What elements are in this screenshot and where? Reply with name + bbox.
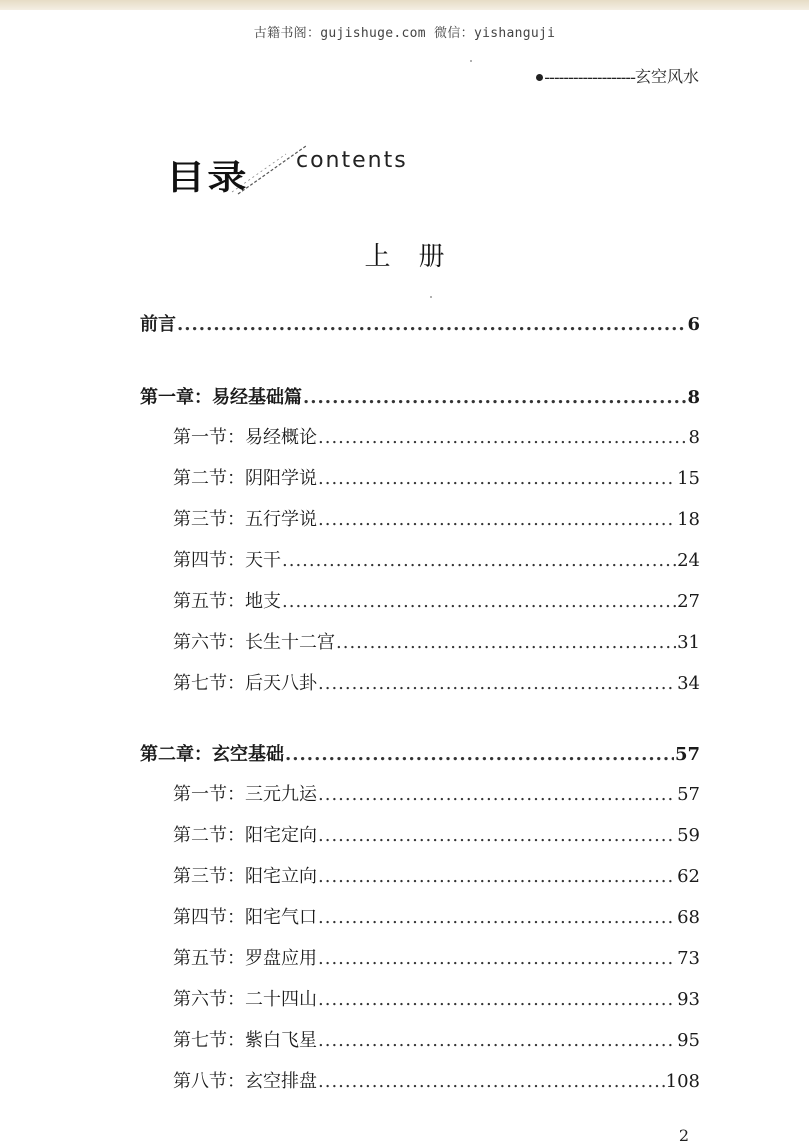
toc-entry-section[interactable] — [140, 944, 700, 985]
toc-entry-chapter[interactable] — [140, 740, 700, 780]
dot-leader — [318, 784, 676, 805]
spacer — [140, 350, 700, 383]
toc-entry-title: 第一节：易经概论 — [173, 427, 317, 448]
toc-logo — [166, 142, 446, 202]
toc-entry-section[interactable] — [140, 546, 700, 587]
toc-entry-title: 第二章：玄空基础 — [140, 744, 284, 765]
toc-entry-section[interactable] — [140, 821, 700, 862]
running-header-dashes: ------------------- — [544, 68, 635, 87]
dot-leader — [318, 673, 676, 694]
toc-logo-mulu: 目录 — [166, 158, 249, 198]
toc-entry-section[interactable] — [140, 862, 700, 903]
dot-leader — [318, 866, 676, 887]
volume-title: 上册 — [364, 242, 473, 272]
toc-entry-section[interactable] — [140, 423, 700, 464]
scan-speck — [470, 60, 472, 62]
toc-entry-page: 57 — [677, 784, 700, 805]
dot-leader — [318, 825, 676, 846]
toc-entry-title: 第八节：玄空排盘 — [173, 1071, 317, 1092]
toc-entry-section[interactable] — [140, 1067, 700, 1108]
toc-entry-section[interactable] — [140, 1026, 700, 1067]
toc-entry-page: 68 — [677, 907, 700, 928]
toc-entry-page: 95 — [677, 1030, 700, 1051]
bullet-dot-icon — [536, 74, 543, 81]
toc-entry-page: 24 — [677, 550, 700, 571]
running-header — [536, 64, 699, 87]
toc-entry-section[interactable] — [140, 669, 700, 710]
dot-leader — [336, 632, 676, 653]
toc-entry-title: 第四节：阳宅气口 — [173, 907, 317, 928]
toc-entry-title: 第七节：紫白飞星 — [173, 1030, 317, 1051]
toc-entry-title: 第七节：后天八卦 — [173, 673, 317, 694]
toc-entry-section[interactable] — [140, 985, 700, 1026]
toc-entry-page: 73 — [677, 948, 700, 969]
toc-entry-title: 第二节：阳宅定向 — [173, 825, 317, 846]
toc-entry-title: 第一章：易经基础篇 — [140, 387, 302, 408]
toc-entry-title: 第三节：五行学说 — [173, 509, 317, 530]
toc-entry-section[interactable] — [140, 505, 700, 546]
toc-entry-section[interactable] — [140, 464, 700, 505]
toc-entry-page: 27 — [677, 591, 700, 612]
dot-leader — [318, 989, 676, 1010]
toc-entry-page: 59 — [677, 825, 700, 846]
toc-entry-title: 第二节：阴阳学说 — [173, 468, 317, 489]
toc-entry-section[interactable] — [140, 628, 700, 669]
toc-entry-title: 第六节：长生十二宫 — [173, 632, 335, 653]
dot-leader — [282, 550, 676, 571]
toc-entry-section[interactable] — [140, 780, 700, 821]
dot-leader — [318, 509, 676, 530]
toc-entry-page: 31 — [677, 632, 700, 653]
toc-entry-title: 第四节：天干 — [173, 550, 281, 571]
toc-entry-page: 93 — [677, 989, 700, 1010]
toc-entry-title: 前言 — [140, 314, 176, 335]
toc-entry-page: 18 — [677, 509, 700, 530]
toc-entry-title: 第三节：阳宅立向 — [173, 866, 317, 887]
top-border-band — [0, 0, 809, 10]
dot-leader — [177, 314, 686, 335]
toc-entry-chapter[interactable] — [140, 383, 700, 423]
running-header-title: 玄空风水 — [634, 67, 699, 86]
toc-entry-title: 第一节：三元九运 — [173, 784, 317, 805]
toc-entry-page: 34 — [677, 673, 700, 694]
page-number: 2 — [678, 1126, 689, 1145]
dot-leader — [318, 427, 688, 448]
toc-entry-preface[interactable] — [140, 310, 700, 350]
toc-entry-page: 15 — [677, 468, 700, 489]
dot-leader — [318, 1071, 665, 1092]
toc-logo-contents: contents — [296, 148, 408, 173]
toc-entry-page: 108 — [665, 1071, 700, 1092]
toc-entry-page: 8 — [687, 387, 700, 408]
toc-entry-title: 第五节：地支 — [173, 591, 281, 612]
toc-entry-section[interactable] — [140, 587, 700, 628]
toc-entry-page: 6 — [687, 314, 700, 335]
dot-leader — [318, 1030, 676, 1051]
dot-leader — [318, 468, 676, 489]
toc-entry-page: 57 — [674, 744, 700, 765]
toc-entry-page: 8 — [688, 427, 700, 448]
spacer — [140, 710, 700, 740]
toc-entry-title: 第五节：罗盘应用 — [173, 948, 317, 969]
watermark-text: 古籍书阁：gujishuge.com 微信：yishanguji — [253, 26, 556, 41]
toc-entry-page: 62 — [677, 866, 700, 887]
toc-entry-section[interactable] — [140, 903, 700, 944]
table-of-contents — [140, 310, 700, 1108]
scan-speck — [430, 296, 432, 298]
dot-leader — [318, 948, 676, 969]
dot-leader — [303, 387, 686, 408]
dot-leader — [282, 591, 676, 612]
dot-leader — [318, 907, 676, 928]
dot-leader — [285, 744, 674, 765]
toc-entry-title: 第六节：二十四山 — [173, 989, 317, 1010]
